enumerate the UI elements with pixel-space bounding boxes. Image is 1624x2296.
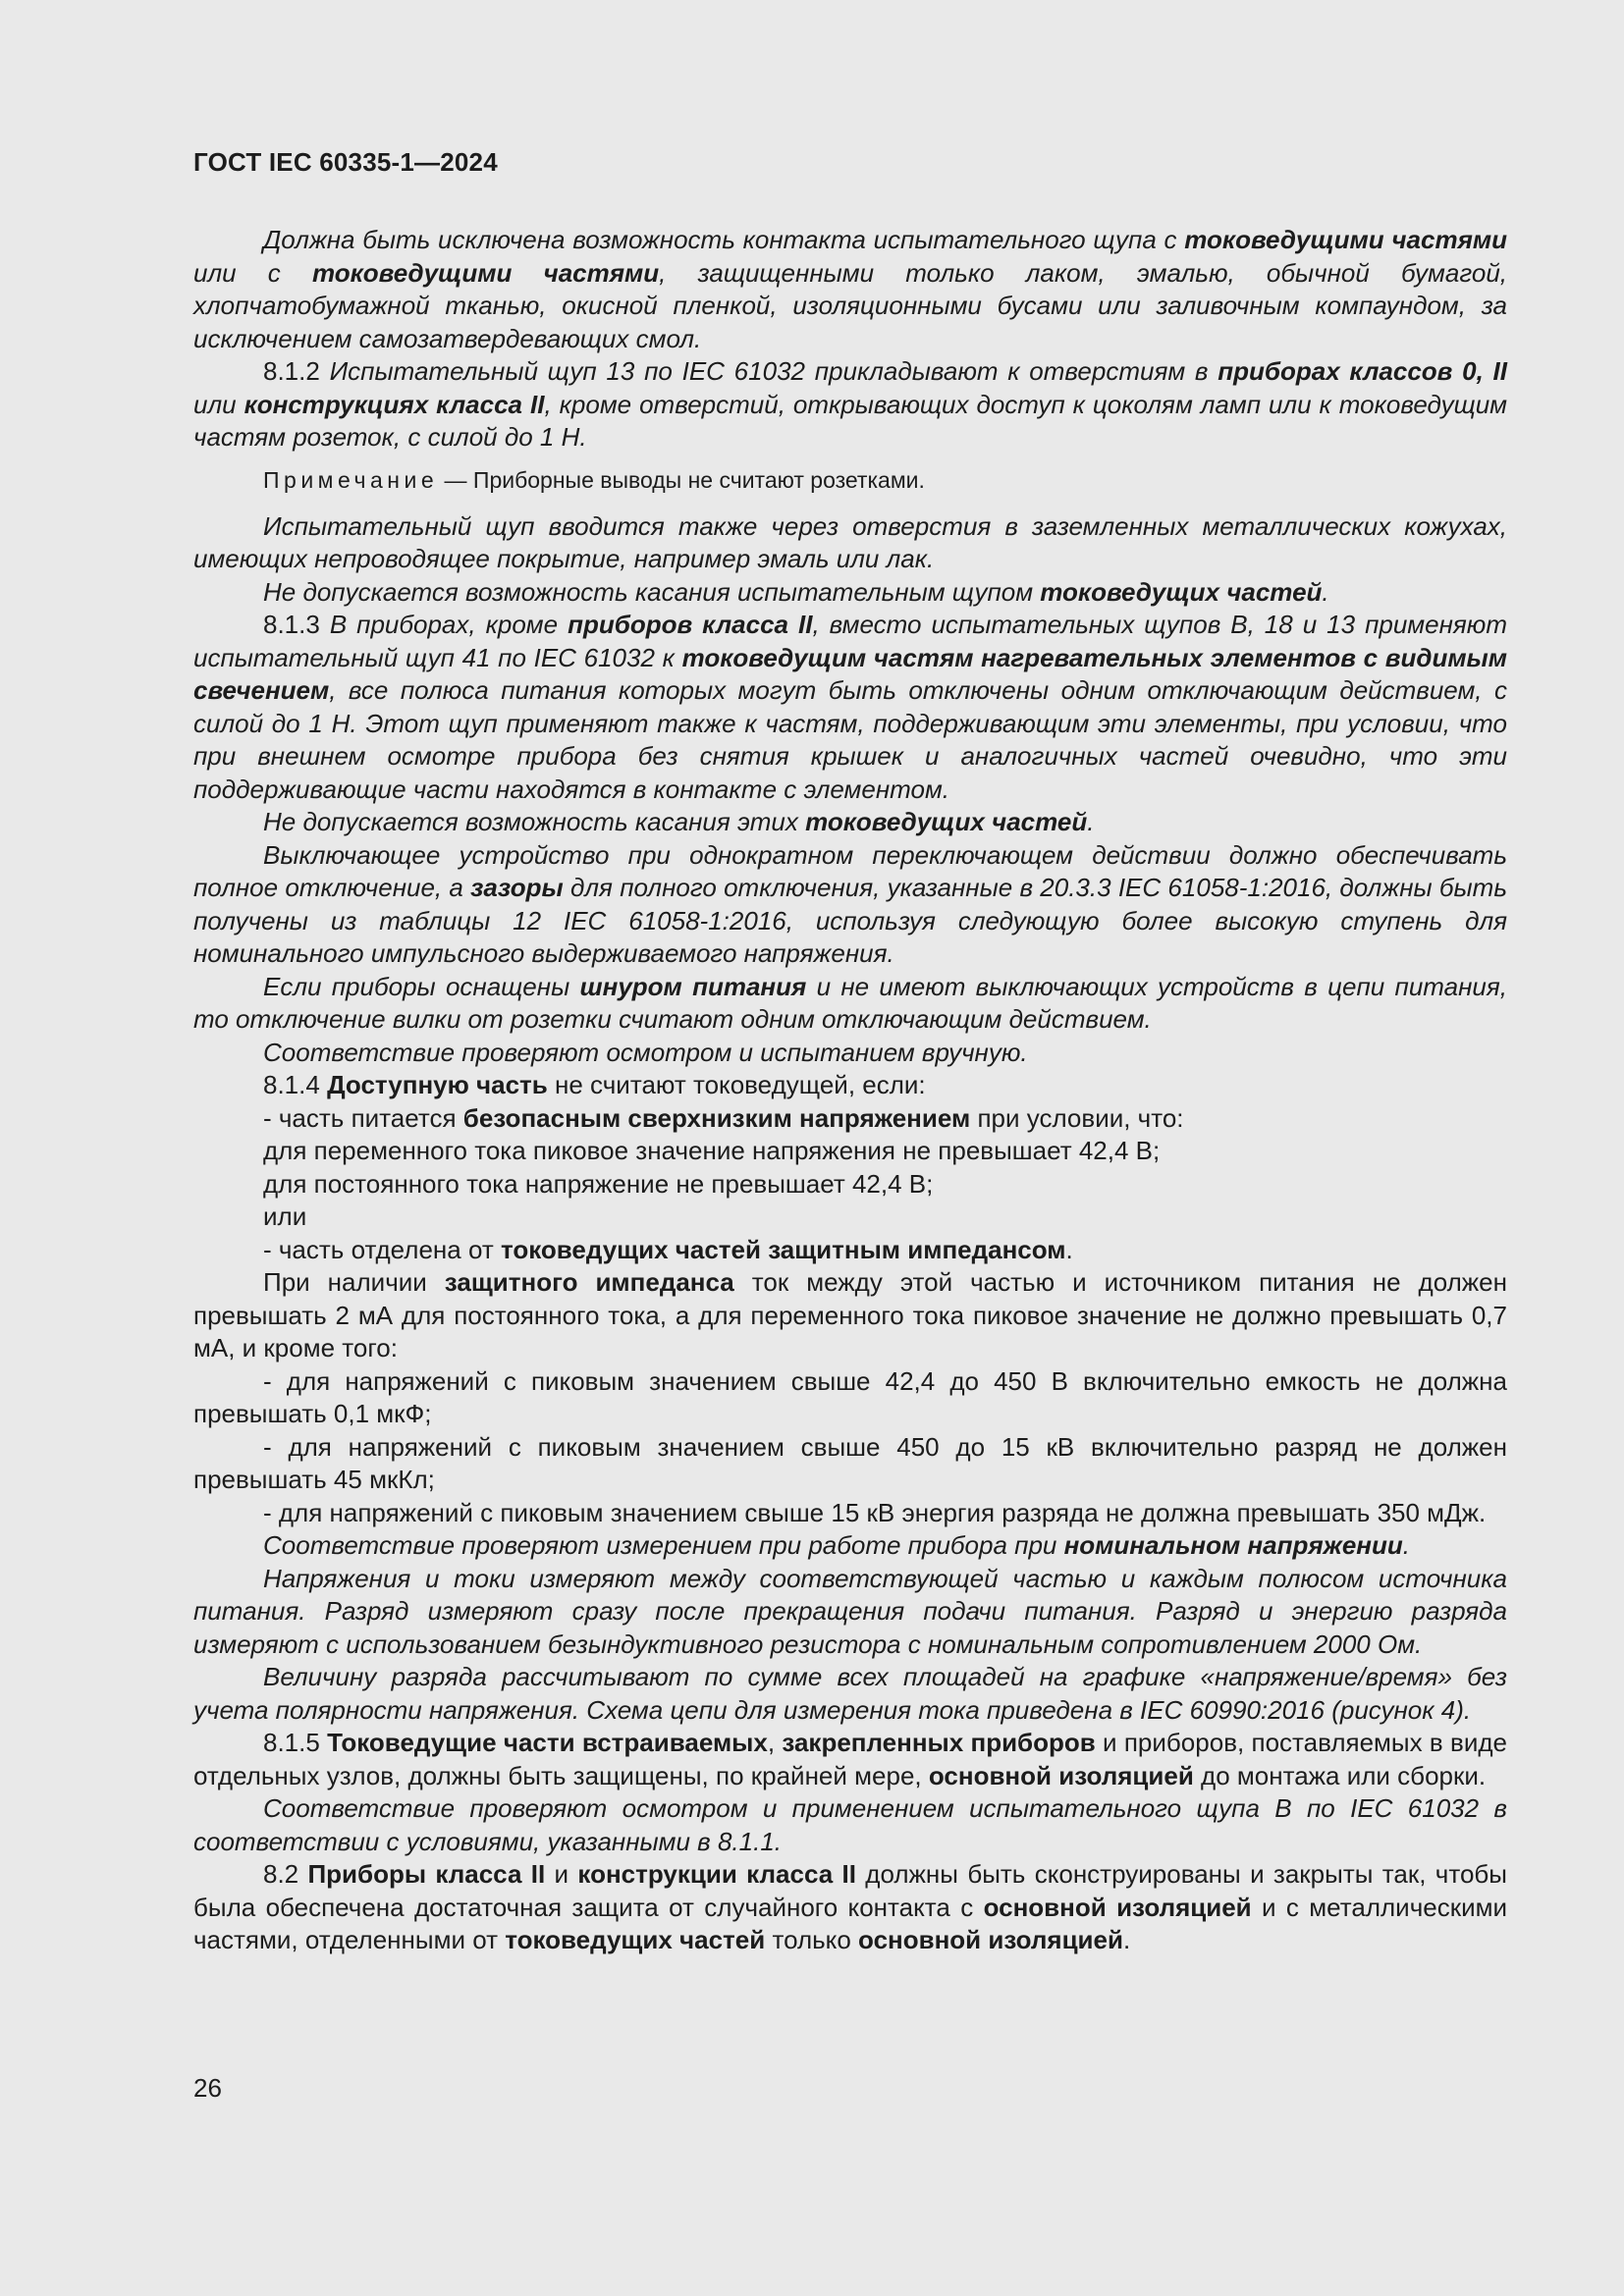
paragraph bbox=[193, 609, 1507, 806]
text-segment: Выключающее устройство при однократном переключающем действии должно обеспечивать полное отключение, а bbox=[193, 839, 1507, 902]
text-segment: Испытательный щуп вводится также через отверстия в заземленных металлических кожухах, имеющих непроводящее покрытие, например эмаль или лак. bbox=[193, 510, 1507, 573]
text-segment: Величину разряда рассчитывают по сумме всех площадей на графике «напряжение/время» без учета полярности напряжения. Схема цепи для измерения тока приведена в IEC 60990:2016 (рисунок 4). bbox=[193, 1662, 1507, 1725]
text-segment: , защищенными только лаком, эмалью, обычной бумагой, хлопчатобумажной тканью, окисной пленкой, изоляционными бусами или заливочным компаундом, за исключением самозатвердевающих смол. bbox=[193, 257, 1508, 353]
text-segment: Соответствие проверяют осмотром и применением испытательного щупа В по IEC 61032 в соответствии с условиями, указанными в 8.1.1. bbox=[193, 1793, 1507, 1856]
paragraph bbox=[193, 1365, 1507, 1431]
text-segment: При наличии bbox=[263, 1267, 445, 1297]
paragraph bbox=[193, 1102, 1507, 1136]
paragraph bbox=[193, 1069, 1507, 1102]
paragraph bbox=[193, 839, 1507, 971]
bold-term: токоведущими частями bbox=[311, 257, 660, 288]
text-segment: до монтажа или сборки. bbox=[1193, 1760, 1487, 1790]
paragraph bbox=[193, 1727, 1507, 1792]
text-segment: Соответствие проверяют осмотром и испытанием вручную. bbox=[263, 1037, 1028, 1067]
text-segment: при условии, что: bbox=[970, 1102, 1184, 1133]
text-segment: Напряжения и токи измеряют между соответствующей частью и каждым полюсом источника питания. Разряд измеряют сразу после прекращения подачи питания. Разряд и энергию разряда измеряют с использованием безындуктивного резистора с номинальным сопротивлением 2000 Ом. bbox=[193, 1563, 1507, 1659]
bold-term: Приборы класса II bbox=[307, 1859, 546, 1889]
note-label: Примечание bbox=[263, 466, 439, 493]
text-segment: В приборах, кроме bbox=[329, 610, 568, 639]
text-segment: и bbox=[545, 1859, 578, 1889]
bold-term: приборов класса II bbox=[568, 610, 813, 639]
text-segment: - для напряжений с пиковым значением свыше 450 до 15 кВ включительно разряд не должен превышать 45 мкКл; bbox=[193, 1431, 1507, 1494]
paragraph bbox=[193, 806, 1507, 839]
bold-term: конструкции класса II bbox=[577, 1859, 856, 1889]
text-segment: ток между этой частью и источником питания не должен превышать 2 мА для постоянного тока, а для переменного тока пиковое значение не должно превышать 0,7 мА, и кроме того: bbox=[193, 1267, 1507, 1362]
paragraph bbox=[193, 510, 1507, 576]
bold-term: токоведущих частей защитным импедансом bbox=[500, 1234, 1066, 1264]
note-text: Приборные выводы не считают розетками. bbox=[472, 466, 925, 493]
text-segment: только bbox=[765, 1925, 859, 1954]
text-segment: - часть питается bbox=[263, 1102, 463, 1133]
bold-term: конструкциях класса II bbox=[244, 389, 545, 419]
text-segment: 8.2 bbox=[263, 1859, 308, 1889]
paragraph bbox=[193, 355, 1507, 454]
bold-term: токоведущими частями bbox=[1184, 225, 1507, 254]
paragraph bbox=[193, 1529, 1507, 1563]
bold-term: основной изоляцией bbox=[858, 1925, 1123, 1954]
text-segment: или bbox=[193, 389, 244, 419]
text-segment: или с bbox=[193, 257, 312, 288]
note bbox=[193, 464, 1507, 497]
text-segment: 8.1.3 bbox=[263, 610, 330, 639]
text-segment: . bbox=[1087, 807, 1095, 836]
text-segment: Если приборы оснащены bbox=[263, 971, 580, 1001]
bold-term: токоведущих частей bbox=[805, 807, 1088, 836]
text-segment: для переменного тока пиковое значение напряжения не превышает 42,4 В; bbox=[263, 1136, 1161, 1165]
paragraph bbox=[193, 1037, 1507, 1070]
bold-term: шнуром питания bbox=[579, 971, 807, 1001]
text-segment: Должна быть исключена возможность контакта испытательного щупа с bbox=[263, 225, 1185, 254]
document-body bbox=[193, 224, 1507, 1957]
paragraph bbox=[193, 1792, 1507, 1858]
paragraph bbox=[193, 971, 1507, 1037]
text-segment: - часть отделена от bbox=[263, 1234, 501, 1264]
page-number: 26 bbox=[193, 2073, 222, 2103]
text-segment: и не имеют выключающих устройств в цепи питания, то отключение вилки от розетки считают одним отключающим действием. bbox=[193, 971, 1507, 1034]
paragraph bbox=[193, 224, 1507, 355]
text-segment: для полного отключения, указанные в 20.3.3 IEC 61058-1:2016, должны быть получены из таблицы 12 IEC 61058-1:2016, используя следующую более высокую ступень для номинального импульсного выдерживаемого напряжения. bbox=[193, 873, 1507, 968]
text-segment: 8.1.4 bbox=[263, 1070, 328, 1099]
bold-term: приборах классов 0, II bbox=[1218, 356, 1507, 386]
bold-term: защитного импеданса bbox=[444, 1267, 734, 1297]
text-segment: 8.1.5 bbox=[263, 1728, 328, 1757]
bold-term: токоведущих частей bbox=[1040, 576, 1323, 607]
note-dash: — bbox=[438, 466, 473, 493]
paragraph bbox=[193, 576, 1507, 610]
bold-term: основной изоляцией bbox=[928, 1760, 1194, 1790]
bold-term: зазоры bbox=[470, 873, 564, 902]
text-segment: 8.1.2 bbox=[263, 356, 330, 386]
text-segment: - для напряжений с пиковым значением свыше 15 кВ энергия разряда не должна превышать 350 мДж. bbox=[263, 1497, 1487, 1527]
paragraph bbox=[193, 1135, 1507, 1168]
text-segment: Испытательный щуп 13 по IEC 61032 прикладывают к отверстиям в bbox=[329, 356, 1218, 386]
text-segment: , bbox=[767, 1728, 783, 1757]
text-segment: Соответствие проверяют измерением при работе прибора при bbox=[263, 1530, 1064, 1560]
text-segment: Не допускается возможность касания этих bbox=[263, 807, 806, 836]
text-segment: , кроме отверстий, открывающих доступ к цоколям ламп или к токоведущим частям розеток, с силой до 1 Н. bbox=[193, 389, 1507, 452]
bold-term: номинальном напряжении bbox=[1063, 1530, 1403, 1560]
paragraph bbox=[193, 1266, 1507, 1365]
paragraph bbox=[193, 1858, 1507, 1957]
bold-term: основной изоляцией bbox=[983, 1892, 1252, 1922]
text-segment: . bbox=[1402, 1530, 1410, 1560]
text-segment: , вместо испытательных щупов В, 18 и 13 применяют испытательный щуп 41 по IEC 61032 к bbox=[193, 610, 1507, 672]
text-segment: . bbox=[1322, 576, 1329, 607]
paragraph bbox=[193, 1234, 1507, 1267]
text-segment: Не допускается возможность касания испытательным щупом bbox=[263, 576, 1041, 607]
bold-term: закрепленных приборов bbox=[782, 1728, 1096, 1757]
paragraph bbox=[193, 1431, 1507, 1497]
text-segment: или bbox=[263, 1201, 307, 1231]
text-segment: . bbox=[1065, 1234, 1073, 1264]
text-segment: и приборов, поставляемых в виде отдельных узлов, должны быть защищены, по крайней мере, bbox=[193, 1728, 1507, 1790]
paragraph bbox=[193, 1661, 1507, 1727]
document-header: ГОСТ IEC 60335-1—2024 bbox=[193, 147, 498, 177]
bold-term: Доступную часть bbox=[327, 1070, 548, 1099]
text-segment: . bbox=[1122, 1925, 1131, 1954]
text-segment: , все полюса питания которых могут быть отключены одним отключающим действием, с силой до 1 Н. Этот щуп применяют также к частям, поддерживающим эти элементы, при условии, что при внешнем осмотре прибора без снятия крышек и аналогичных частей очевидно, что эти поддерживающие части находятся в контакте с элементом. bbox=[193, 675, 1507, 804]
paragraph bbox=[193, 1168, 1507, 1201]
text-segment: должны быть сконструированы и закрыты так, чтобы была обеспечена достаточная защита от случайного контакта с bbox=[193, 1859, 1507, 1922]
paragraph bbox=[193, 1201, 1507, 1234]
text-segment: и с металлическими частями, отделенными от bbox=[193, 1892, 1507, 1954]
bold-term: токоведущим частям нагревательных элементов с видимым свечением bbox=[193, 642, 1507, 705]
text-segment: - для напряжений с пиковым значением свыше 42,4 до 450 В включительно емкость не должна превышать 0,1 мкФ; bbox=[193, 1365, 1507, 1428]
bold-term: безопасным сверхнизким напряжением bbox=[462, 1102, 971, 1133]
paragraph bbox=[193, 1563, 1507, 1662]
text-segment: для постоянного тока напряжение не превышает 42,4 В; bbox=[263, 1168, 934, 1199]
paragraph bbox=[193, 1497, 1507, 1530]
bold-term: токоведущих частей bbox=[505, 1925, 766, 1954]
text-segment: не считают токоведущей, если: bbox=[547, 1070, 926, 1099]
bold-term: Токоведущие части встраиваемых bbox=[327, 1728, 768, 1757]
